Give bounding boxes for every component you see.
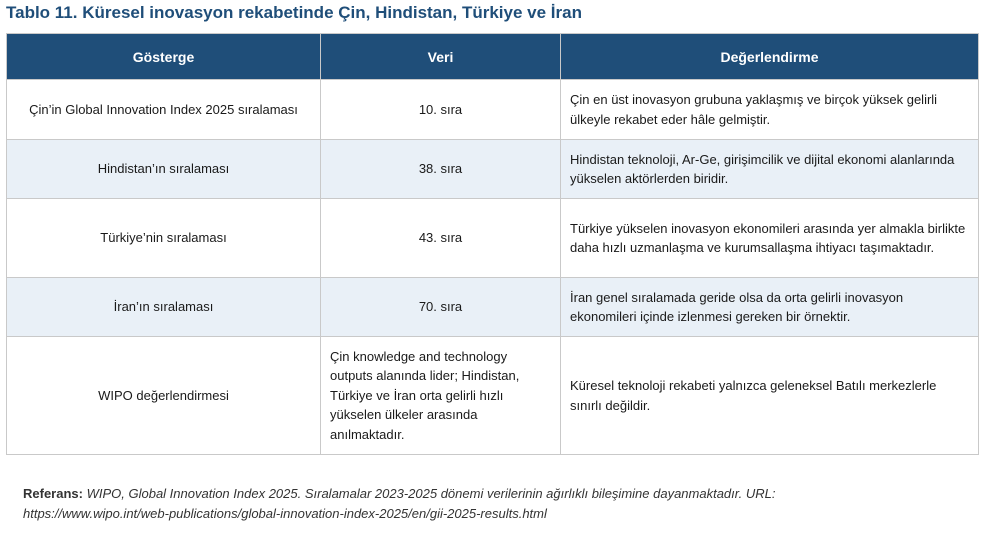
table-header-row: [7, 34, 979, 80]
indicator-cell: İran’ın sıralaması: [7, 278, 321, 337]
value-cell: Çin knowledge and technology outputs alanında lider; Hindistan, Türkiye ve İran orta gelirli hızlı yükselen ülkeler arasında anılmaktadır.: [321, 337, 561, 455]
column-header-indicator: Gösterge: [7, 34, 321, 80]
evaluation-cell: Hindistan teknoloji, Ar-Ge, girişimcilik ve dijital ekonomi alanlarında yükselen aktörlerden biridir.: [561, 140, 979, 199]
table-row: [7, 140, 979, 199]
table-row: [7, 278, 979, 337]
value-cell: 10. sıra: [321, 80, 561, 140]
evaluation-cell: İran genel sıralamada geride olsa da orta gelirli inovasyon ekonomileri içinde izlenmesi gereken bir örnektir.: [561, 278, 979, 337]
indicator-cell: Hindistan’ın sıralaması: [7, 140, 321, 199]
reference-text: WIPO, Global Innovation Index 2025. Sıralamalar 2023-2025 dönemi verilerinin ağırlıklı bileşimine dayanmaktadır. URL: https://www.wipo.int/web-publications/global-innovation-index-2025/en/gii-2025-results.html: [23, 486, 776, 521]
evaluation-cell: Küresel teknoloji rekabeti yalnızca geleneksel Batılı merkezlerle sınırlı değildir.: [561, 337, 979, 455]
column-header-value: Veri: [321, 34, 561, 80]
table-title: Tablo 11. Küresel inovasyon rekabetinde Çin, Hindistan, Türkiye ve İran: [6, 3, 582, 22]
reference-note: [23, 484, 923, 524]
table-row: [7, 199, 979, 278]
table-row: [7, 337, 979, 455]
indicator-cell: Türkiye’nin sıralaması: [7, 199, 321, 278]
reference-label: Referans:: [23, 486, 83, 501]
evaluation-cell: Türkiye yükselen inovasyon ekonomileri arasında yer almakla birlikte daha hızlı uzmanlaşma ve kurumsallaşma ihtiyacı taşımaktadır.: [561, 199, 979, 278]
evaluation-cell: Çin en üst inovasyon grubuna yaklaşmış ve birçok yüksek gelirli ülkeyle rekabet eder hâle gelmiştir.: [561, 80, 979, 140]
indicator-cell: Çin’in Global Innovation Index 2025 sıralaması: [7, 80, 321, 140]
value-cell: 43. sıra: [321, 199, 561, 278]
value-cell: 38. sıra: [321, 140, 561, 199]
column-header-evaluation: Değerlendirme: [561, 34, 979, 80]
data-table: [6, 33, 979, 455]
value-cell: 70. sıra: [321, 278, 561, 337]
table-row: [7, 80, 979, 140]
indicator-cell: WIPO değerlendirmesi: [7, 337, 321, 455]
